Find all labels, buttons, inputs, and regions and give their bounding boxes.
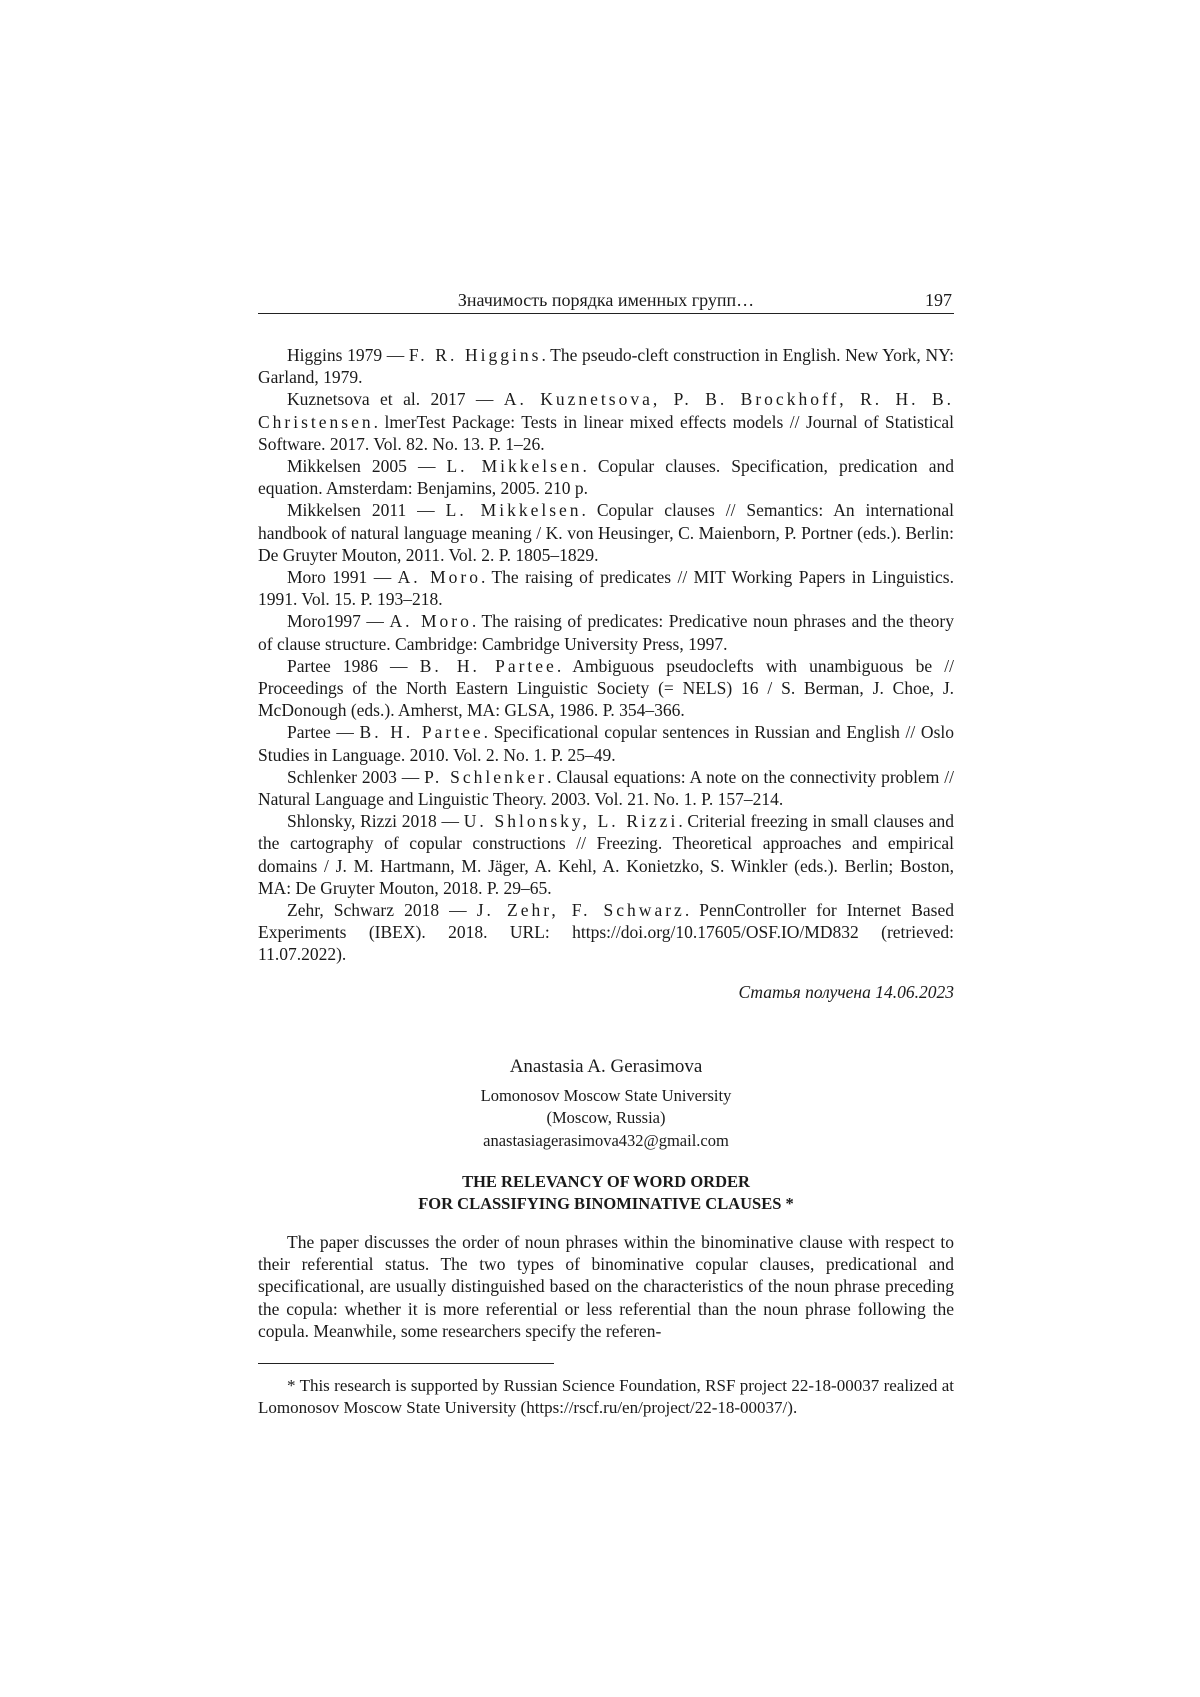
abstract [258, 1231, 954, 1342]
reference-item: Higgins 1979 — F. R. Higgins. The pseudo-cleft construction in English. New York, NY: Garland, 1979. [258, 345, 954, 388]
reference-item: Partee 1986 — B. H. Partee. Ambiguous pseudoclefts with unambiguous be // Proceedings of the North Eastern Linguistic Society (= NELS) 16 / S. Berman, J. Choe, J. McDonough (eds.). Amherst, MA: GLSA, 1986. P. 354–366. [258, 655, 954, 721]
reference-item: Shlonsky, Rizzi 2018 — U. Shlonsky, L. Rizzi. Criterial freezing in small clauses and the cartography of copular constructions // Freezing. Theoretical approaches and empirical domains / J. M. Hartmann, M. Jäger, A. Kehl, A. Konietzko, S. Winkler (eds.). Berlin; Boston, MA: De Gruyter Mouton, 2018. P. 29–65. [258, 811, 954, 898]
page-number: 197 [925, 290, 952, 310]
abstract-text: The paper discusses the order of noun phrases within the binominative clause with respect to their referential status. The two types of binominative copular clauses, predicational and specificational, are usually distinguished based on the characteristics of the noun phrase preceding the copula: whether it is more referential or less referential than the noun phrase following the copula. Meanwhile, some researchers specify the referen- [258, 1232, 954, 1341]
received-date: Статья получена 14.06.2023 [738, 982, 954, 1002]
reference-item: Mikkelsen 2011 — L. Mikkelsen. Copular clauses // Semantics: An international handbook of natural language meaning / K. von Heusinger, C. Maienborn, P. Portner (eds.). Berlin: De Gruyter Mouton, 2011. Vol. 2. P. 1805–1829. [258, 500, 954, 565]
reference-item: Moro 1991 — A. Moro. The raising of predicates // MIT Working Papers in Linguistics. 1991. Vol. 15. P. 193–218. [258, 567, 954, 610]
author-affiliation: Lomonosov Moscow State University [480, 1086, 732, 1105]
reference-item: Moro1997 — A. Moro. The raising of predicates: Predicative noun phrases and the theory of clause structure. Cambridge: Cambridge University Press, 1997. [258, 611, 954, 654]
author-location: (Moscow, Russia) [546, 1108, 666, 1128]
article-title-line: FOR CLASSIFYING BINOMINATIVE CLAUSES * [418, 1194, 794, 1213]
running-header [258, 289, 954, 314]
author-name: Anastasia A. Gerasimova [509, 1056, 703, 1077]
running-title: Значимость порядка именных групп… [457, 290, 755, 310]
footnote-text: * This research is supported by Russian Science Foundation, RSF project 22-18-00037 realized at Lomonosov Moscow State University (https://rscf.ru/en/project/22-18-00037/). [258, 1376, 954, 1417]
reference-item: Zehr, Schwarz 2018 — J. Zehr, F. Schwarz. PennController for Internet Based Experiments (IBEX). 2018. URL: https://doi.org/10.17605/OSF.IO/MD832 (retrieved: 11.07.2022). [258, 900, 954, 965]
author-block [258, 1055, 954, 1152]
footnote [258, 1375, 954, 1419]
article-title-line: THE RELEVANCY OF WORD ORDER [462, 1172, 750, 1191]
reference-item: Schlenker 2003 — P. Schlenker. Clausal equations: A note on the connectivity problem // Natural Language and Linguistic Theory. 2003. Vol. 21. No. 1. P. 157–214. [258, 766, 954, 810]
reference-item: Mikkelsen 2005 — L. Mikkelsen. Copular clauses. Specification, predication and equation. Amsterdam: Benjamins, 2005. 210 p. [258, 456, 954, 499]
reference-list [258, 344, 954, 966]
footnote-divider [258, 1363, 554, 1364]
article-title [258, 1171, 954, 1215]
reference-item: Kuznetsova et al. 2017 — A. Kuznetsova, P. B. Brockhoff, R. H. B. Christensen. lmerTest Package: Tests in linear mixed effects models // Journal of Statistical Software. 2017. Vol. 82. No. 13. P. 1–26. [258, 389, 954, 454]
reference-item: Partee — B. H. Partee. Specificational copular sentences in Russian and English // Oslo Studies in Language. 2010. Vol. 2. No. 1. P. 25–49. [258, 722, 954, 765]
author-email: anastasiagerasimova432@gmail.com [483, 1130, 729, 1150]
